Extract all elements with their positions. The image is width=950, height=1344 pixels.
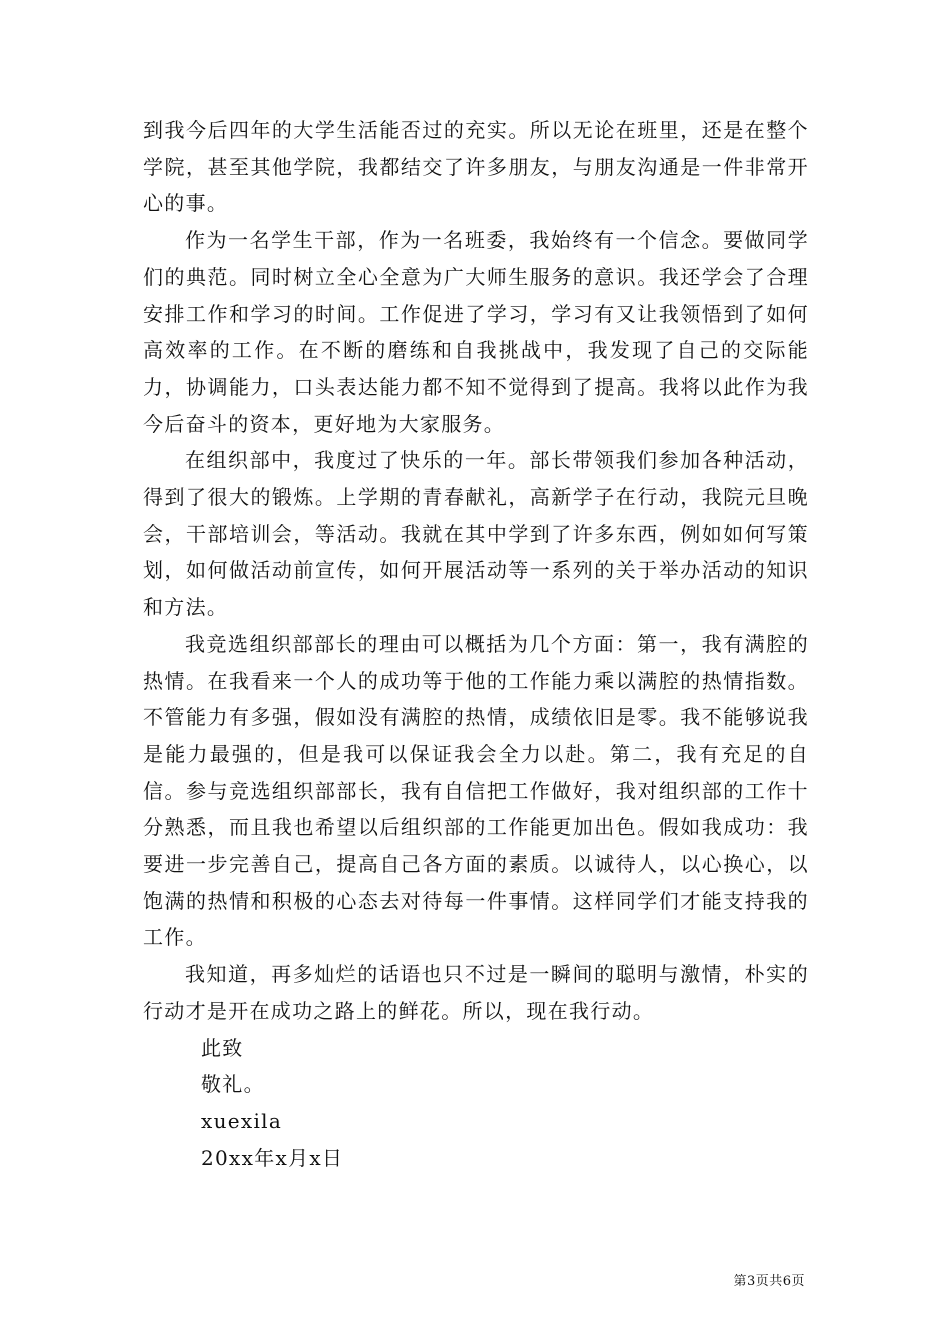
paragraph-student-leader: 作为一名学生干部，作为一名班委，我始终有一个信念。要做同学们的典范。同时树立全心全意为广大师生服务的意识。我还学会了合理安排工作和学习的时间。工作促进了学习，学习有又让我领悟到了如何高效率的工作。在不断的磨练和自我挑战中，我发现了自己的交际能力，协调能力，口头表达能力都不知不觉得到了提高。我将以此作为我今后奋斗的资本，更好地为大家服务。 <box>143 228 809 436</box>
paragraph-conclusion: 我知道，再多灿烂的话语也只不过是一瞬间的聪明与激情，朴实的行动才是开在成功之路上的鲜花。所以，现在我行动。 <box>143 962 809 1023</box>
document-body <box>143 112 809 1176</box>
paragraph-organization-dept: 在组织部中，我度过了快乐的一年。部长带领我们参加各种活动，得到了很大的锻炼。上学期的青春献礼，高新学子在行动，我院元旦晚会，干部培训会，等活动。我就在其中学到了许多东西，例如如何写策划，如何做活动前宣传，如何开展活动等一系列的关于举办活动的知识和方法。 <box>143 448 809 620</box>
closing-date: 20xx年x月x日 <box>201 1145 344 1170</box>
page-number-footer: 第3页共6页 <box>733 1274 805 1289</box>
closing-salutation: 此致 <box>201 1035 244 1060</box>
closing-signature: xuexila <box>201 1108 283 1133</box>
closing-regards: 敬礼。 <box>201 1072 265 1097</box>
paragraph-campaign-reasons: 我竞选组织部部长的理由可以概括为几个方面：第一，我有满腔的热情。在我看来一个人的成功等于他的工作能力乘以满腔的热情指数。不管能力有多强，假如没有满腔的热情，成绩依旧是零。我不能够说我是能力最强的，但是我可以保证我会全力以赴。第二，我有充足的自信。参与竞选组织部部长，我有自信把工作做好，我对组织部的工作十分熟悉，而且我也希望以后组织部的工作能更加出色。假如我成功：我要进一步完善自己，提高自己各方面的素质。以诚待人，以心换心，以饱满的热情和积极的心态去对待每一件事情。这样同学们才能支持我的工作。 <box>143 631 809 950</box>
paragraph-continuation: 到我今后四年的大学生活能否过的充实。所以无论在班里，还是在整个学院，甚至其他学院，我都结交了许多朋友，与朋友沟通是一件非常开心的事。 <box>143 118 809 216</box>
